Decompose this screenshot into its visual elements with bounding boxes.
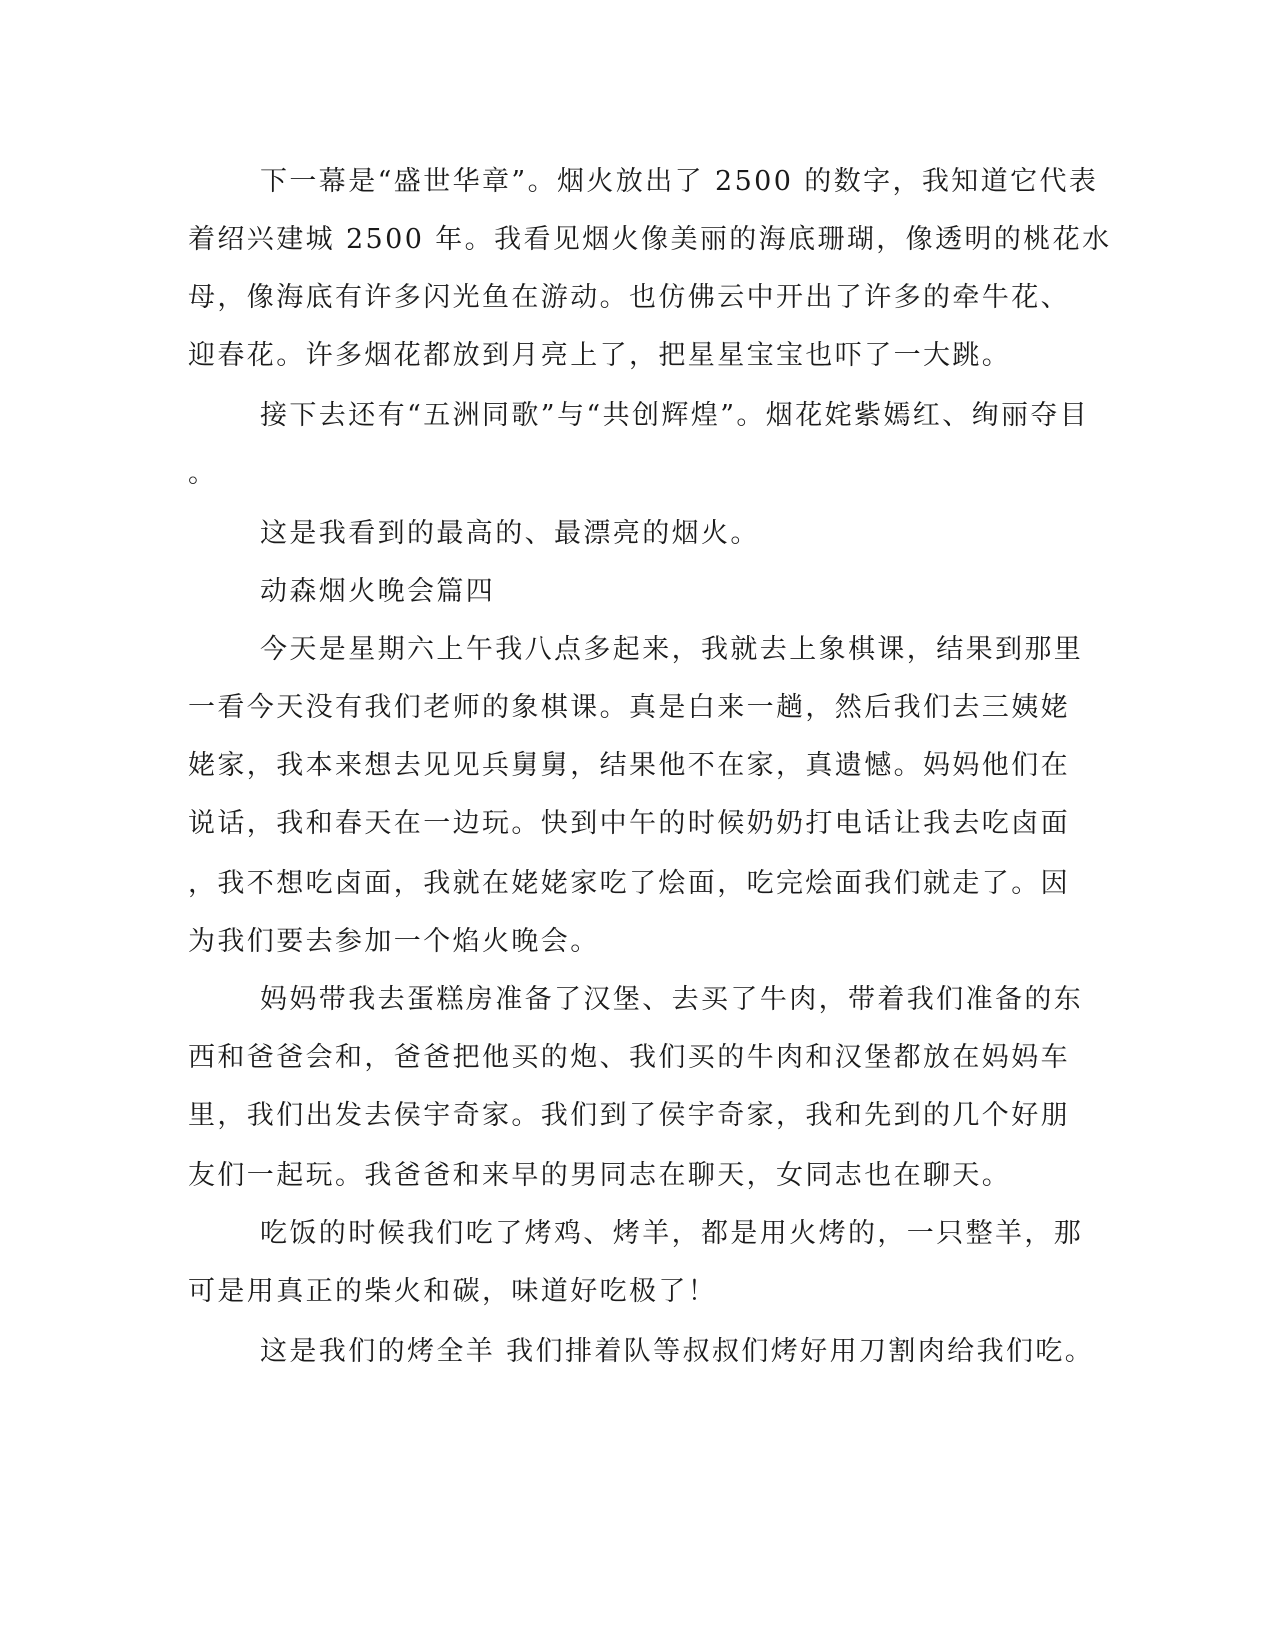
paragraph-line: 这是我看到的最高的、最漂亮的烟火。 — [260, 518, 760, 549]
paragraph-line: 西和爸爸会和，爸爸把他买的炮、我们买的牛肉和汉堡都放在妈妈车 — [188, 1042, 1070, 1073]
paragraph-line: 妈妈带我去蛋糕房准备了汉堡、去买了牛肉，带着我们准备的东 — [260, 984, 1084, 1015]
paragraph-line: 姥家，我本来想去见见兵舅舅，结果他不在家，真遗憾。妈妈他们在 — [188, 750, 1070, 781]
paragraph-line: 今天是星期六上午我八点多起来，我就去上象棋课，结果到那里 — [260, 634, 1084, 665]
paragraph-line: 吃饭的时候我们吃了烤鸡、烤羊，都是用火烤的，一只整羊，那 — [260, 1218, 1084, 1249]
paragraph-line: 。 — [188, 458, 218, 489]
paragraph-line: 接下去还有“五洲同歌”与“共创辉煌”。烟花姹紫嫣红、绚丽夺目 — [260, 400, 1090, 431]
section-heading: 动森烟火晚会篇四 — [260, 576, 496, 607]
paragraph-line: 可是用真正的柴火和碳，味道好吃极了！ — [188, 1276, 718, 1307]
paragraph-line: 母，像海底有许多闪光鱼在游动。也仿佛云中开出了许多的牵牛花、 — [188, 282, 1070, 313]
paragraph-line: ，我不想吃卤面，我就在姥姥家吃了烩面，吃完烩面我们就走了。因 — [188, 868, 1070, 899]
paragraph-line: 下一幕是“盛世华章”。烟火放出了 2500 的数字，我知道它代表 — [260, 166, 1099, 197]
paragraph-line: 迎春花。许多烟花都放到月亮上了，把星星宝宝也吓了一大跳。 — [188, 340, 1012, 371]
paragraph-line: 里，我们出发去侯宇奇家。我们到了侯宇奇家，我和先到的几个好朋 — [188, 1100, 1070, 1131]
paragraph-line: 说话，我和春天在一边玩。快到中午的时候奶奶打电话让我去吃卤面 — [188, 808, 1070, 839]
paragraph-line: 这是我们的烤全羊 我们排着队等叔叔们烤好用刀割肉给我们吃。 — [260, 1336, 1095, 1367]
paragraph-line: 友们一起玩。我爸爸和来早的男同志在聊天，女同志也在聊天。 — [188, 1160, 1012, 1191]
paragraph-line: 一看今天没有我们老师的象棋课。真是白来一趟，然后我们去三姨姥 — [188, 692, 1070, 723]
paragraph-line: 为我们要去参加一个焰火晚会。 — [188, 926, 600, 957]
paragraph-line: 着绍兴建城 2500 年。我看见烟火像美丽的海底珊瑚，像透明的桃花水 — [188, 224, 1112, 255]
